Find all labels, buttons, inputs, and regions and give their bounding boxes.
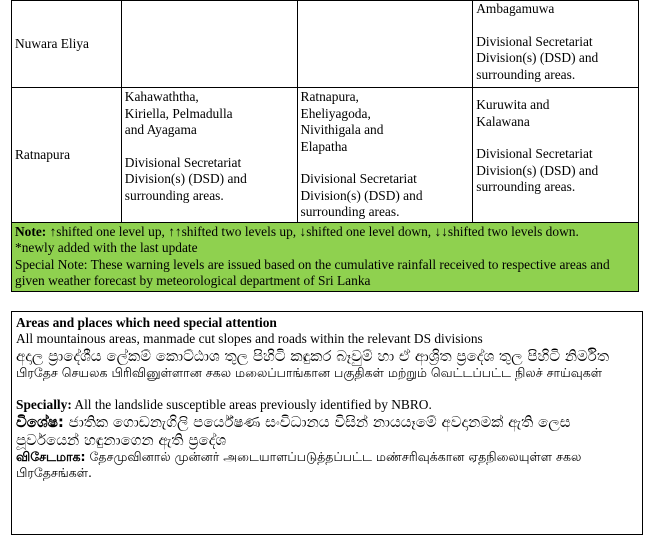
attention-tamil: பிரதேச செயலக பிரிவினுள்ளான சகல மலைப்பாங்கான பகுதிகள் மற்றும் வெட்டப்பட்ட நிலச் சாய்வுகள் xyxy=(16,365,602,380)
sinhala-special-label: විශේෂ: xyxy=(16,413,64,431)
level-cell-1 xyxy=(121,1,297,88)
district-cell xyxy=(12,88,122,223)
level-cell-3 xyxy=(473,88,639,223)
specially-label: Specially: xyxy=(16,397,72,412)
specially-text: All the landslide susceptible areas previously identified by NBRO. xyxy=(71,397,432,412)
note-cell xyxy=(12,222,639,291)
table-row-ratnapura xyxy=(12,88,639,223)
level-cell-1 xyxy=(121,88,297,223)
specially-sinhala xyxy=(16,413,638,449)
specially-english xyxy=(16,397,638,413)
table-row-nuwara-eliya xyxy=(12,1,639,88)
places-text: Ambagamuwa xyxy=(476,1,555,16)
places-text: Ratnapura, Eheliyagoda, Nivithigala and Elapatha xyxy=(300,89,384,154)
dsd-text: Divisional Secretariat Division(s) (DSD) and surrounding areas. xyxy=(476,146,599,194)
tamil-special-label: விசேடமாக: xyxy=(16,449,86,464)
district-name: Nuwara Eliya xyxy=(15,35,89,51)
dsd-text: Divisional Secretariat Division(s) (DSD) and surrounding areas. xyxy=(300,171,423,219)
dsd-text: Divisional Secretariat Division(s) (DSD) and surrounding areas. xyxy=(124,154,247,203)
specially-tamil xyxy=(16,449,638,481)
special-attention-box xyxy=(11,311,643,535)
places-text: Kahawaththa, Kiriella, Pelmadulla and Ayagama xyxy=(124,89,233,137)
places-text: Kuruwita and Kalawana xyxy=(476,97,550,129)
level-cell-2 xyxy=(297,1,473,88)
district-cell xyxy=(12,1,122,88)
note-legend xyxy=(15,224,635,241)
warning-table xyxy=(11,0,639,292)
newly-added-note: *newly added with the last update xyxy=(15,240,198,255)
dsd-text: Divisional Secretariat Division(s) (DSD) and surrounding areas. xyxy=(476,33,599,82)
note-row xyxy=(12,222,639,291)
attention-sinhala: අදාල ප්‍රාදේශීය ලේකම් කොට්ඨාශ තුල පිහිටි කඳුකර බෑවුම් හා ඒ ආශ්‍රිත ප්‍රදේශ තුල පිහිටි නිර්මිත xyxy=(16,347,610,365)
tamil-special-text: தேசமுவினால் முன்னர் அடையாளப்படுத்தப்பட்ட மண்சரிவுக்கான ஏதநிலையுள்ள சகல பிரதேசங்கள். xyxy=(16,449,582,480)
note-text: ↑shifted one level up, ↑↑shifted two levels up, ↓shifted one level down, ↓↓shifted two levels down. xyxy=(46,223,579,239)
note-label: Note: xyxy=(15,223,47,239)
level-cell-3 xyxy=(473,1,639,88)
attention-title: Areas and places which need special attention xyxy=(16,315,277,330)
level-cell-2 xyxy=(297,88,473,223)
district-name: Ratnapura xyxy=(15,146,71,162)
attention-english: All mountainous areas, manmade cut slopes and roads within the relevant DS divisions xyxy=(16,331,483,346)
special-note: Special Note: These warning levels are issued based on the cumulative rainfall received to respective areas and given weather forecast by meteorological department of Sri Lanka xyxy=(15,256,610,288)
sinhala-special-text: ජාතික ගොඩනැගිලි පර්යේෂණ සංවිධානය විසින් නායයෑමේ අවදානමක් ඇති ලෙස පූර්වයෙන් හඳුනාගෙන ඇති ප්‍රදේශ xyxy=(16,413,571,449)
